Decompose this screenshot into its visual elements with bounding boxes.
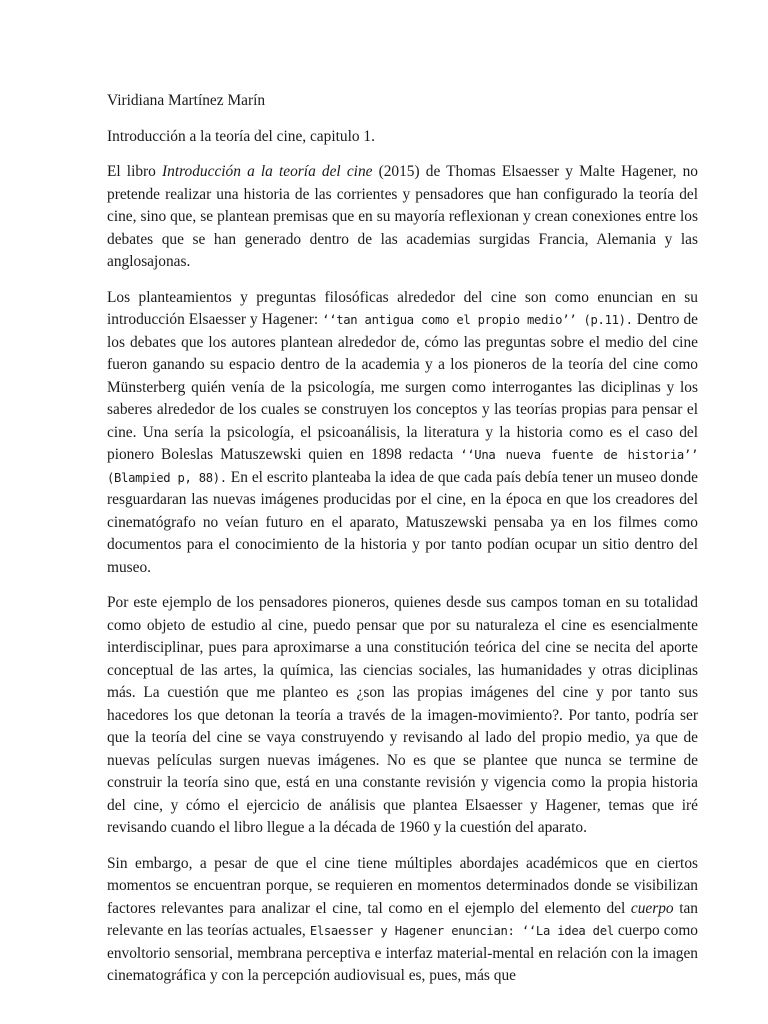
book-title-italic: Introducción a la teoría del cine xyxy=(162,163,373,180)
paragraph-3: Por este ejemplo de los pensadores pioneros, quienes desde sus campos toman en su totalidad como objeto de estudio al cine, puedo pensar que por su naturaleza el cine es esencialmente interdisciplinar, pues para aproximarse a una constitución teórica del cine se necita del aporte conceptual de las artes, la química, las ciencias sociales, las humanidades y otras diciplinas más. La cuestión que me planteo es ¿son las propias imágenes del cine y por tanto sus hacedores los que detonan la teoría a través de la imagen-movimiento?. Por tanto, podría ser que la teoría del cine se vaya construyendo y revisando al lado del propio medio, ya que de nuevas películas surgen nuevas imágenes. No es que se plantee que nunca se termine de construir la teoría sino que, está en una constante revisión y vigencia como la propia historia del cine, y cómo el ejercicio de análisis que plantea Elsaesser y Hagener, temas que iré revisando cuando el libro llegue a la década de 1960 y la cuestión del aparato. xyxy=(107,594,698,836)
paragraph-1-text-c: (2015) de Thomas Elsaesser y Malte Hagener, no pretende realizar una historia de las corrientes y pensadores que han configurado la teoría del cine, sino que, se plantean premisas que en su mayoría reflexionan y crean conexiones entre los debates que se han generado dentro de las academias surgidas Francia, Alemania y las anglosajonas. xyxy=(107,163,698,270)
quote-3: Elsaesser y Hagener enuncian: ‘‘La idea del xyxy=(309,924,614,938)
paragraph-4 xyxy=(107,853,698,988)
paragraph-4-text-a: Sin embargo, a pesar de que el cine tiene múltiples abordajes académicos que en ciertos momentos se encuentran porque, se requieren en momentos determinados donde se visibilizan factores relevantes para analizar el cine, tal como en el ejemplo del elemento del xyxy=(107,854,698,917)
paragraph-1 xyxy=(107,161,698,274)
cuerpo-italic: cuerpo xyxy=(630,899,674,917)
paragraph-4-text-e: cuerpo como envoltorio sensorial, membrana perceptiva e interfaz material-mental en relación con la imagen cinematográfica y con la percepción audiovisual es, pues, más que xyxy=(107,922,698,984)
paragraph-1-text-a: El libro xyxy=(107,163,163,180)
document-title: Introducción a la teoría del cine, capitulo 1. xyxy=(107,127,375,145)
paragraph-4-text-c: tan relevante en las teorías actuales, xyxy=(107,899,698,939)
paragraph-2-text-c: Dentro de los debates que los autores plantean alrededor de, cómo las preguntas sobre el medio del cine fueron ganando su espacio dentro de la academia y a los pioneros de la teoría del cine como Münsterberg quién venía de la psicología, me surgen como interrogantes las diciplinas y los saberes alrededor de los cuales se construyen los conceptos y las teorías propias para pensar el cine. Una sería la psicología, el psicoanálisis, la literatura y la historia como es el caso del pionero Boleslas Matuszewski quien en 1898 redacta xyxy=(107,311,698,463)
author-name: Viridiana Martínez Marín xyxy=(107,92,266,109)
paragraph-2-text-a: Los planteamientos y preguntas filosóficas alrededor del cine son como enuncian en su introducción Elsaesser y Hagener: xyxy=(107,288,698,328)
quote-2: ‘‘Una nueva fuente de historia’’ (Blampied p, 88). xyxy=(107,448,698,485)
paragraph-2 xyxy=(107,287,698,580)
quote-1: ‘‘tan antigua como el propio medio’’ (p.11). xyxy=(322,313,633,327)
paragraph-2-text-e: En el escrito planteaba la idea de que cada país debía tener un museo donde resguardaran las nuevas imágenes producidas por el cine, en la época en que los creadores del cinematógrafo no veían futuro en el aparato, Matuszewski pensaba ya en los filmes como documentos para el conocimiento de la historia y por tanto podían ocupar un sitio dentro del museo. xyxy=(107,468,698,576)
